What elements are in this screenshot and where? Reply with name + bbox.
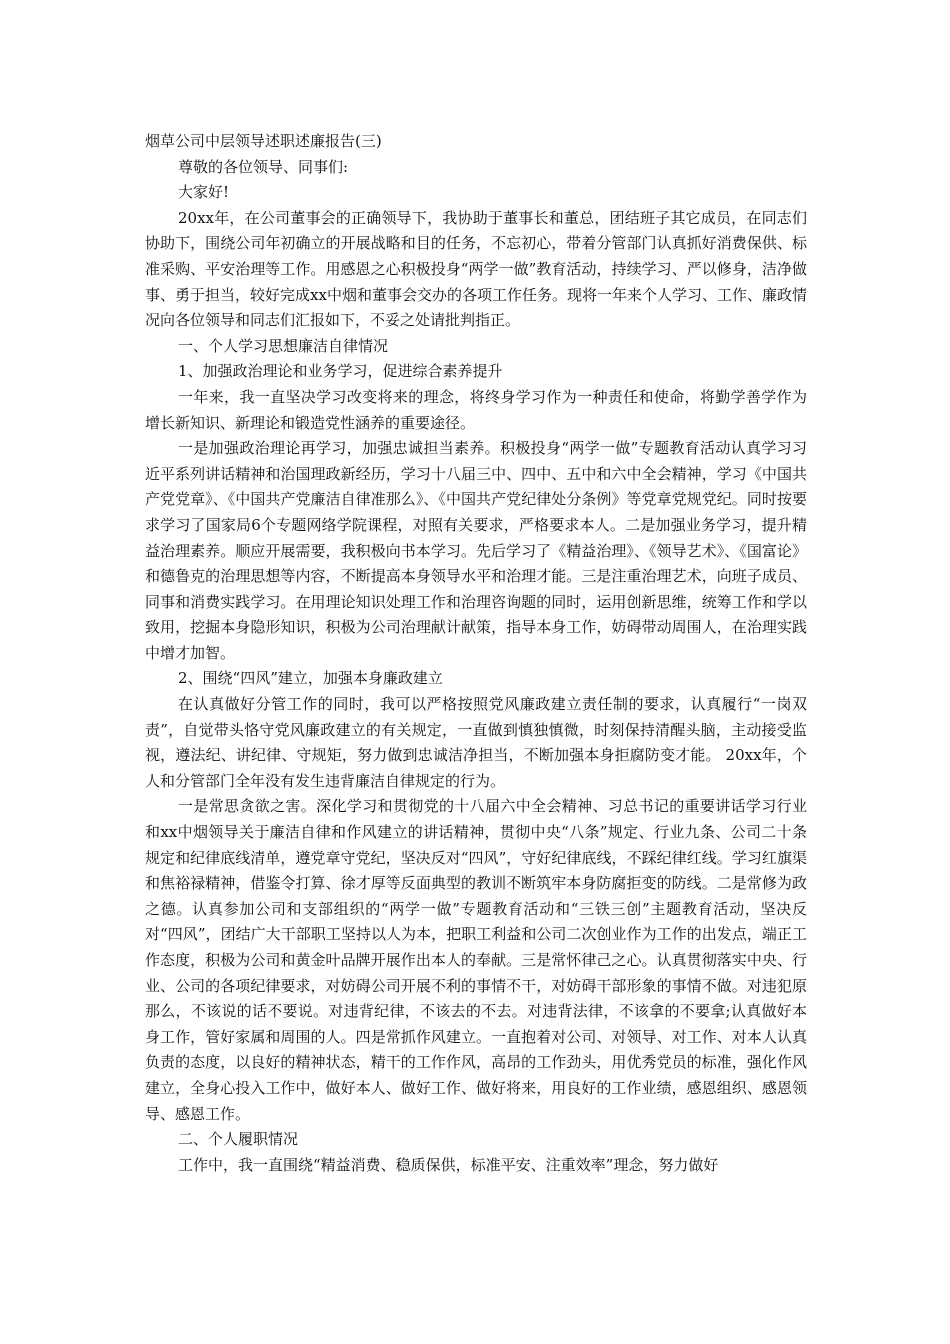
body-paragraph: 一是常思贪欲之害。深化学习和贯彻党的十八届六中全会精神、习总书记的重要讲话学习行业和xx中烟领导关于廉洁自律和作风建立的讲话精神，贯彻中央“八条”规定、行业九条、公司二十条规定和纪律底线清单，遵党章守党纪，坚决反对“四风”，守好纪律底线，不踩纪律红线。学习红旗渠和焦裕禄精神，借鉴令打算、徐才厚等反面典型的教训不断筑牢本身防腐拒变的防线。二是常修为政之德。认真参加公司和支部组织的“两学一做”专题教育活动和“三铁三创”主题教育活动，坚决反对“四风”，团结广大干部职工坚持以人为本，把职工利益和公司二次创业作为工作的出发点，端正工作态度，积极为公司和黄金叶品牌开展作出本人的奉献。三是常怀律己之心。认真贯彻落实中央、行业、公司的各项纪律要求，对妨碍公司开展不利的事情不干，对妨碍干部形象的事情不做。对违犯原那么，不该说的话不要说。对违背纪律，不该去的不去。对违背法律，不该拿的不要拿;认真做好本身工作，管好家属和周围的人。四是常抓作风建立。一直抱着对公司、对领导、对工作、对本人认真负责的态度，以良好的精神状态，精干的工作作风，高昂的工作劲头，用优秀党员的标准，强化作风建立，全身心投入工作中，做好本人、做好工作、做好将来，用良好的工作业绩，感恩组织、感恩领导、感恩工作。 [145, 797, 807, 1123]
body-paragraph: 在认真做好分管工作的同时，我可以严格按照党风廉政建立责任制的要求，认真履行“一岗双责”，自觉带头恪守党风廉政建立的有关规定，一直做到慎独慎微，时刻保持清醒头脑，主动接受监视，遵法纪、讲纪律、守规矩，努力做到忠诚洁净担当，不断加强本身拒腐防变才能。 20xx年，个人和分管部门全年没有发生违背廉洁自律规定的行为。 [145, 695, 807, 790]
salutation: 尊敬的各位领导、同事们: [178, 157, 349, 176]
subheading-2: 2、围绕“四风”建立，加强本身廉政建立 [178, 669, 443, 688]
body-paragraph: 一年来，我一直坚决学习改变将来的理念，将终身学习作为一种责任和使命，将勤学善学作为增长新知识、新理论和锻造党性涵养的重要途径。 [145, 387, 807, 432]
document-page [145, 129, 807, 1178]
section-heading-2: 二、个人履职情况 [178, 1130, 299, 1149]
body-paragraph: 一是加强政治理论再学习，加强忠诚担当素养。积极投身“两学一做”专题教育活动认真学习习近平系列讲话精神和治国理政新经历，学习十八届三中、四中、五中和六中全会精神，学习《中国共产党党章》、《中国共产党廉洁自律准那么》、《中国共产党纪律处分条例》等党章党规党纪。同时按要求学习了国家局6个专题网络学院课程，对照有关要求，严格要求本人。二是加强业务学习，提升精益治理素养。顺应开展需要，我积极向书本学习。先后学习了《精益治理》、《领导艺术》、《国富论》和德鲁克的治理思想等内容，不断提高本身领导水平和治理才能。三是注重治理艺术，向班子成员、同事和消费实践学习。在用理论知识处理工作和治理咨询题的同时，运用创新思维，统筹工作和学以致用，挖掘本身隐形知识，积极为公司治理献计献策，指导本身工作，妨碍带动周围人，在治理实践中增才加智。 [145, 439, 807, 662]
body-paragraph: 工作中，我一直围绕“精益消费、稳质保供，标准平安、注重效率”理念，努力做好 [178, 1155, 719, 1174]
section-heading-1: 一、个人学习思想廉洁自律情况 [178, 336, 389, 355]
intro-paragraph: 20xx年，在公司董事会的正确领导下，我协助于董事长和董总，团结班子其它成员，在同志们协助下，围绕公司年初确立的开展战略和目的任务，不忘初心，带着分管部门认真抓好消费保供、标准采购、平安治理等工作。用感恩之心积极投身“两学一做”教育活动，持续学习、严以修身，洁净做事、勇于担当，较好完成xx中烟和董事会交办的各项工作任务。现将一年来个人学习、工作、廉政情况向各位领导和同志们汇报如下，不妥之处请批判指正。 [145, 208, 807, 330]
subheading-1: 1、加强政治理论和业务学习，促进综合素养提升 [178, 362, 503, 381]
greeting: 大家好! [178, 183, 230, 202]
document-title: 烟草公司中层领导述职述廉报告(三) [145, 132, 382, 150]
